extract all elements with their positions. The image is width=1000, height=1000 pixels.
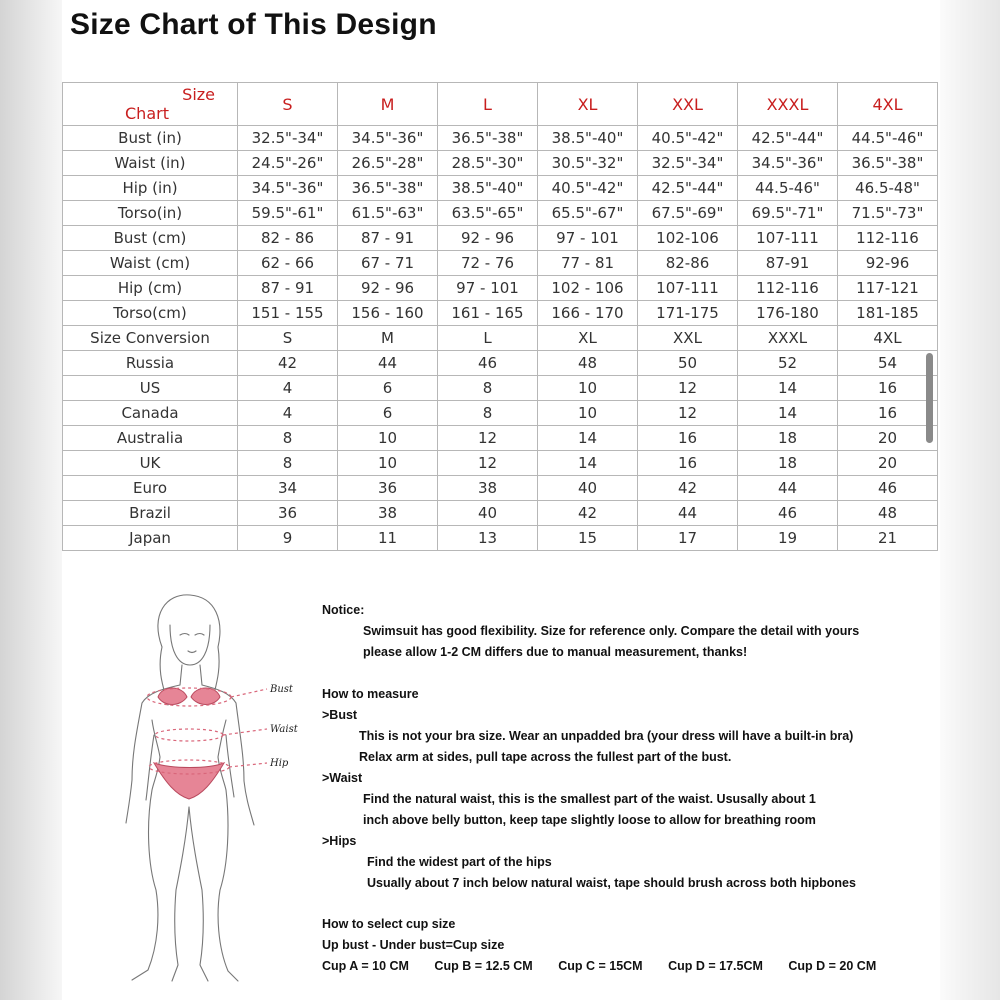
- table-cell: 151 - 155: [238, 301, 338, 326]
- table-cell: 44.5-46": [738, 176, 838, 201]
- row-label-cell: UK: [63, 451, 238, 476]
- table-cell: 40: [438, 501, 538, 526]
- scrollbar-thumb[interactable]: [926, 353, 933, 443]
- table-cell: 32.5"-34": [638, 151, 738, 176]
- table-cell: 38: [438, 476, 538, 501]
- table-cell: 71.5"-73": [838, 201, 938, 226]
- table-cell: 102-106: [638, 226, 738, 251]
- table-row: [63, 301, 938, 326]
- table-cell: 97 - 101: [538, 226, 638, 251]
- table-cell: 48: [538, 351, 638, 376]
- size-header-cell: 4XL: [838, 83, 938, 126]
- bust-heading: >Bust: [322, 708, 358, 722]
- table-header-row: [63, 83, 938, 126]
- table-cell: 52: [738, 351, 838, 376]
- bust-label: Bust: [270, 684, 293, 695]
- table-row: [63, 176, 938, 201]
- table-row: [63, 151, 938, 176]
- table-cell: 166 - 170: [538, 301, 638, 326]
- table-cell: 50: [638, 351, 738, 376]
- background-left: [0, 0, 62, 1000]
- table-cell: 171-175: [638, 301, 738, 326]
- table-cell: 10: [538, 401, 638, 426]
- size-header-cell: L: [438, 83, 538, 126]
- size-header-cell: XL: [538, 83, 638, 126]
- table-cell: 92 - 96: [338, 276, 438, 301]
- hips-line-2: Usually about 7 inch below natural waist, tape should brush across both hipbones: [367, 876, 856, 890]
- size-header-cell: S: [238, 83, 338, 126]
- table-corner-cell: [63, 83, 238, 126]
- table-cell: 8: [438, 401, 538, 426]
- table-cell: 15: [538, 526, 638, 551]
- waist-line-1: Find the natural waist, this is the smallest part of the waist. Ususally about 1: [363, 792, 816, 806]
- table-cell: 20: [838, 451, 938, 476]
- table-cell: 54: [838, 351, 938, 376]
- size-chart-table: [62, 82, 938, 551]
- table-cell: 18: [738, 451, 838, 476]
- row-label-cell: Japan: [63, 526, 238, 551]
- background-right: [940, 0, 1000, 1000]
- table-cell: 36.5"-38": [438, 126, 538, 151]
- table-cell: 42: [538, 501, 638, 526]
- table-cell: 12: [438, 451, 538, 476]
- row-label-cell: US: [63, 376, 238, 401]
- table-cell: 107-111: [638, 276, 738, 301]
- table-cell: 44: [738, 476, 838, 501]
- table-cell: 24.5"-26": [238, 151, 338, 176]
- table-cell: 112-116: [838, 226, 938, 251]
- waist-heading: >Waist: [322, 771, 363, 785]
- table-cell: 36: [338, 476, 438, 501]
- cup-size-item: Cup D = 17.5CM: [668, 959, 763, 973]
- table-cell: 69.5"-71": [738, 201, 838, 226]
- table-cell: 46: [838, 476, 938, 501]
- table-row: [63, 351, 938, 376]
- table-row: [63, 376, 938, 401]
- table-cell: 12: [638, 401, 738, 426]
- table-cell: XXXL: [738, 326, 838, 351]
- table-cell: 36.5"-38": [338, 176, 438, 201]
- bust-line-1: This is not your bra size. Wear an unpadded bra (your dress will have a built-in bra): [359, 729, 854, 743]
- table-cell: 10: [338, 426, 438, 451]
- row-label-cell: Waist (cm): [63, 251, 238, 276]
- table-cell: 10: [538, 376, 638, 401]
- hips-heading: >Hips: [322, 834, 357, 848]
- table-cell: 32.5"-34": [238, 126, 338, 151]
- table-cell: 61.5"-63": [338, 201, 438, 226]
- table-cell: 38.5"-40": [438, 176, 538, 201]
- table-cell: 34.5"-36": [238, 176, 338, 201]
- cup-size-item: Cup D = 20 CM: [788, 959, 877, 973]
- row-label-cell: Torso(in): [63, 201, 238, 226]
- table-cell: 8: [238, 426, 338, 451]
- table-cell: 16: [838, 401, 938, 426]
- table-cell: 20: [838, 426, 938, 451]
- table-cell: 19: [738, 526, 838, 551]
- row-label-cell: Waist (in): [63, 151, 238, 176]
- table-cell: 161 - 165: [438, 301, 538, 326]
- table-cell: 42.5"-44": [638, 176, 738, 201]
- hips-line-1: Find the widest part of the hips: [367, 855, 552, 869]
- table-cell: XL: [538, 326, 638, 351]
- table-row: [63, 126, 938, 151]
- table-cell: 46: [738, 501, 838, 526]
- table-cell: 4: [238, 376, 338, 401]
- table-row: [63, 326, 938, 351]
- table-cell: 40.5"-42": [638, 126, 738, 151]
- table-cell: 11: [338, 526, 438, 551]
- table-cell: 92 - 96: [438, 226, 538, 251]
- table-cell: L: [438, 326, 538, 351]
- table-cell: 30.5"-32": [538, 151, 638, 176]
- cup-size-item: Cup C = 15CM: [558, 959, 643, 973]
- table-cell: 12: [438, 426, 538, 451]
- table-cell: 87 - 91: [238, 276, 338, 301]
- page-title: Size Chart of This Design: [70, 8, 437, 41]
- table-cell: 28.5"-30": [438, 151, 538, 176]
- table-cell: 156 - 160: [338, 301, 438, 326]
- table-cell: 82-86: [638, 251, 738, 276]
- table-cell: 44.5"-46": [838, 126, 938, 151]
- table-cell: 46: [438, 351, 538, 376]
- table-cell: 4XL: [838, 326, 938, 351]
- table-cell: 82 - 86: [238, 226, 338, 251]
- table-cell: M: [338, 326, 438, 351]
- row-label-cell: Euro: [63, 476, 238, 501]
- table-cell: 10: [338, 451, 438, 476]
- table-cell: 12: [638, 376, 738, 401]
- size-chart-table-container[interactable]: [62, 82, 938, 552]
- table-cell: 26.5"-28": [338, 151, 438, 176]
- table-cell: 36: [238, 501, 338, 526]
- table-cell: 17: [638, 526, 738, 551]
- row-label-cell: Torso(cm): [63, 301, 238, 326]
- table-cell: 87 - 91: [338, 226, 438, 251]
- table-cell: 44: [638, 501, 738, 526]
- notice-line-1: Swimsuit has good flexibility. Size for reference only. Compare the detail with yours: [363, 624, 860, 638]
- table-cell: 77 - 81: [538, 251, 638, 276]
- row-label-cell: Brazil: [63, 501, 238, 526]
- notice-heading: Notice:: [322, 603, 365, 617]
- table-cell: 97 - 101: [438, 276, 538, 301]
- table-cell: 42: [638, 476, 738, 501]
- table-cell: 44: [338, 351, 438, 376]
- table-cell: 8: [438, 376, 538, 401]
- table-cell: 92-96: [838, 251, 938, 276]
- table-cell: 46.5-48": [838, 176, 938, 201]
- table-row: [63, 201, 938, 226]
- table-cell: 14: [538, 426, 638, 451]
- row-label-cell: Hip (cm): [63, 276, 238, 301]
- hip-label: Hip: [270, 758, 289, 769]
- table-cell: 8: [238, 451, 338, 476]
- table-cell: 38.5"-40": [538, 126, 638, 151]
- table-row: [63, 276, 938, 301]
- waist-line-2: inch above belly button, keep tape slightly loose to allow for breathing room: [363, 813, 816, 827]
- table-row: [63, 426, 938, 451]
- row-label-cell: Size Conversion: [63, 326, 238, 351]
- table-cell: 13: [438, 526, 538, 551]
- table-cell: 181-185: [838, 301, 938, 326]
- row-label-cell: Russia: [63, 351, 238, 376]
- table-cell: 40: [538, 476, 638, 501]
- table-row: [63, 526, 938, 551]
- table-cell: 59.5"-61": [238, 201, 338, 226]
- table-cell: 40.5"-42": [538, 176, 638, 201]
- cup-size-item: Cup A = 10 CM: [322, 959, 409, 973]
- cup-size-heading: How to select cup size: [322, 917, 456, 931]
- table-row: [63, 476, 938, 501]
- table-cell: 63.5"-65": [438, 201, 538, 226]
- size-header-cell: M: [338, 83, 438, 126]
- table-cell: 6: [338, 401, 438, 426]
- table-cell: 107-111: [738, 226, 838, 251]
- table-row: [63, 251, 938, 276]
- table-cell: 34.5"-36": [338, 126, 438, 151]
- table-cell: 38: [338, 501, 438, 526]
- table-cell: 117-121: [838, 276, 938, 301]
- corner-label-chart: Chart: [125, 104, 169, 123]
- row-label-cell: Bust (in): [63, 126, 238, 151]
- corner-label-size: Size: [182, 85, 215, 104]
- size-header-cell: XXL: [638, 83, 738, 126]
- table-cell: 14: [738, 376, 838, 401]
- table-cell: 67 - 71: [338, 251, 438, 276]
- table-cell: 65.5"-67": [538, 201, 638, 226]
- cup-size-item: Cup B = 12.5 CM: [434, 959, 533, 973]
- table-cell: XXL: [638, 326, 738, 351]
- table-cell: 62 - 66: [238, 251, 338, 276]
- table-cell: 21: [838, 526, 938, 551]
- row-label-cell: Canada: [63, 401, 238, 426]
- table-cell: 67.5"-69": [638, 201, 738, 226]
- table-cell: S: [238, 326, 338, 351]
- table-row: [63, 226, 938, 251]
- table-cell: 14: [738, 401, 838, 426]
- table-cell: 34.5"-36": [738, 151, 838, 176]
- row-label-cell: Bust (cm): [63, 226, 238, 251]
- cup-size-formula: Up bust - Under bust=Cup size: [322, 938, 505, 952]
- size-header-cell: XXXL: [738, 83, 838, 126]
- table-cell: 87-91: [738, 251, 838, 276]
- table-cell: 16: [638, 426, 738, 451]
- table-cell: 36.5"-38": [838, 151, 938, 176]
- table-cell: 42.5"-44": [738, 126, 838, 151]
- table-cell: 14: [538, 451, 638, 476]
- table-cell: 42: [238, 351, 338, 376]
- table-cell: 16: [838, 376, 938, 401]
- table-cell: 48: [838, 501, 938, 526]
- table-cell: 18: [738, 426, 838, 451]
- table-cell: 4: [238, 401, 338, 426]
- table-row: [63, 501, 938, 526]
- waist-label: Waist: [270, 724, 298, 735]
- table-cell: 102 - 106: [538, 276, 638, 301]
- row-label-cell: Australia: [63, 426, 238, 451]
- notice-line-2: please allow 1-2 CM differs due to manual measurement, thanks!: [363, 645, 748, 659]
- body-measurement-figure: [62, 585, 322, 995]
- cup-size-list: [322, 959, 898, 973]
- table-cell: 176-180: [738, 301, 838, 326]
- bust-line-2: Relax arm at sides, pull tape across the fullest part of the bust.: [359, 750, 732, 764]
- table-row: [63, 401, 938, 426]
- table-cell: 72 - 76: [438, 251, 538, 276]
- table-cell: 16: [638, 451, 738, 476]
- table-cell: 34: [238, 476, 338, 501]
- table-cell: 9: [238, 526, 338, 551]
- row-label-cell: Hip (in): [63, 176, 238, 201]
- table-cell: 6: [338, 376, 438, 401]
- table-cell: 112-116: [738, 276, 838, 301]
- table-row: [63, 451, 938, 476]
- how-to-measure-heading: How to measure: [322, 687, 419, 701]
